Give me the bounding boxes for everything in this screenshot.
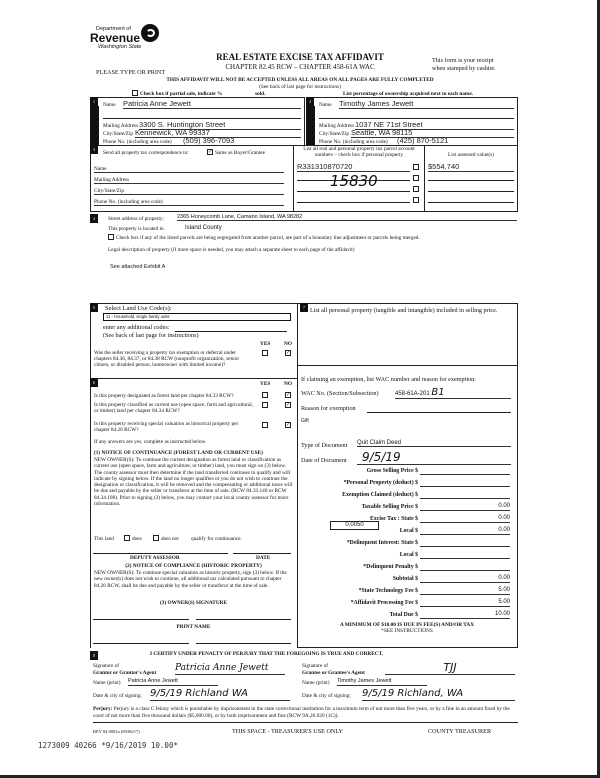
doctype-field[interactable]: Quit Claim Deed bbox=[357, 440, 511, 447]
partial-sale-checkbox[interactable] bbox=[132, 90, 138, 96]
wac-handwritten: B1 bbox=[431, 387, 445, 398]
right-border bbox=[517, 303, 518, 648]
docdate-label: Date of Document bbox=[301, 457, 347, 464]
warning: THIS AFFIDAVIT WILL NOT BE ACCEPTED UNLESS ALL AREAS ON ALL PAGES ARE FULLY COMPLETED bbox=[166, 77, 434, 83]
sold-label: sold. bbox=[255, 91, 266, 97]
fee-value-field[interactable]: 0.00 bbox=[420, 515, 510, 523]
treasurer-stamp: 1273009 40266 *9/16/2019 10.00* bbox=[38, 741, 178, 750]
fee-value-field[interactable]: 0.00 bbox=[420, 503, 510, 511]
form-title: REAL ESTATE EXCISE TAX AFFIDAVIT bbox=[216, 52, 384, 62]
grantor-name-field[interactable]: Patricia Anne Jewett bbox=[128, 678, 218, 686]
does-not-checkbox[interactable] bbox=[153, 535, 159, 541]
receipt-note-2: when stamped by cashier. bbox=[432, 65, 496, 72]
fee-label: Excise Tax : State $ bbox=[370, 516, 418, 522]
fee-label: Gross Selling Price $ bbox=[366, 468, 418, 474]
yes-checkbox[interactable] bbox=[262, 392, 268, 398]
section-number: 5 bbox=[90, 303, 98, 312]
fee-label: *Delinquent Penalty $ bbox=[363, 564, 418, 570]
assessed-value-field[interactable]: $554,740 bbox=[428, 162, 514, 172]
blank-line bbox=[428, 202, 514, 203]
section-number: 1 bbox=[90, 97, 98, 106]
current-use-question: Is this property classified as current use (open space, farm and agricultural, or timber) land per chapter 84.34 RCW? bbox=[94, 402, 253, 414]
legal-description-field[interactable]: See attached Exhibit A bbox=[110, 264, 166, 270]
same-as-buyer-checkbox[interactable]: ✓ bbox=[208, 150, 213, 155]
exemption-question: Was the seller receiving a property tax exemption or deferral under chapters 84.36, 84.37, or 84.38 RCW (nonprofit organization, senior citizen, or disabled person, homeowner with limited income)? bbox=[94, 350, 240, 368]
grantee-name-field[interactable]: Timothy James Jewett bbox=[337, 678, 427, 686]
owner-signature-line[interactable] bbox=[196, 619, 291, 620]
personal-property-checkbox[interactable] bbox=[413, 164, 419, 170]
land-use-code-select[interactable]: 11 - Household, single family units bbox=[103, 313, 291, 321]
instructions: If any answers are yes, complete as instructed below. bbox=[94, 439, 207, 445]
same-as-buyer-label: Same as Buyer/Grantee bbox=[215, 150, 266, 156]
owner-signature-title: (3) OWNER(S) SIGNATURE bbox=[160, 600, 227, 606]
certify-statement: I CERTIFY UNDER PENALTY OF PERJURY THAT THE FOREGOING IS TRUE AND CORRECT. bbox=[150, 651, 384, 657]
divider bbox=[90, 378, 297, 379]
street-address-field[interactable]: 2365 Honeycomb Lane, Camano Island, WA 98282 bbox=[177, 214, 517, 221]
notice-continuance-text: NEW OWNER(S): To continue the current designation as forest land or classification as current use (open space, farm and agriculture, or timber) land, you must sign on (3) below. The county assessor must then determine if the land transferred continues to qualify and will indicate by signing below. If the land no longer qualifies or you do not wish to continue the designation or classification, it will be removed and the compensating or additional taxes will be due and payable by the seller or transferor at the time of sale. (RCW 84.33.140 or RCW 84.34.108). Prior to signing (3) below, you may contact your local county assessor for more information. bbox=[94, 457, 293, 508]
fee-value-field[interactable] bbox=[420, 491, 510, 499]
label: Grantor or Grantor's Agent bbox=[93, 670, 157, 676]
parcel-header: List all real and personal property tax parcel account numbers – check box if personal property bbox=[303, 146, 415, 158]
fee-label: Local $ bbox=[399, 528, 418, 534]
label: Mailing Address bbox=[103, 123, 139, 129]
send-correspondence-label: Send all property tax correspondence to: bbox=[103, 150, 189, 156]
notice-compliance-title: (2) NOTICE OF COMPLIANCE (HISTORIC PROPERTY) bbox=[125, 563, 262, 569]
local-rate-field[interactable]: 0.0050 bbox=[330, 521, 379, 530]
minimum-note: A MINIMUM OF $10.00 IS DUE IN FEE(S) AND/OR TAX bbox=[339, 622, 475, 628]
street-label: Street address of property: bbox=[108, 216, 165, 222]
seller-side-bar bbox=[90, 106, 99, 146]
see-back: (See back of last page for instructions) bbox=[259, 84, 341, 90]
seller-city-field[interactable]: Kennewick, WA 99337 bbox=[135, 128, 301, 138]
fee-value-field[interactable] bbox=[420, 479, 510, 487]
wac-label: WAC No. (Section/Subsection) bbox=[301, 390, 379, 397]
yes-header: YES bbox=[260, 341, 271, 347]
fee-value-field[interactable] bbox=[420, 563, 510, 571]
forest-land-question: Is this property designated as forest land per chapter 84.33 RCW? bbox=[94, 393, 234, 399]
correspondence-city-field[interactable]: City/State/Zip bbox=[94, 188, 284, 195]
fee-label: Local $ bbox=[399, 552, 418, 558]
personal-property-checkbox[interactable] bbox=[413, 175, 419, 181]
qualify-label: qualify for continuance. bbox=[191, 536, 242, 542]
blank-line bbox=[428, 191, 514, 192]
logo-swirl-icon bbox=[141, 24, 159, 42]
seller-phone-field[interactable]: (509) 396-7093 bbox=[183, 136, 301, 146]
this-land-label: This land bbox=[94, 536, 114, 542]
percentage-note: List percentage of ownership acquired next to each name. bbox=[343, 91, 474, 97]
please-type: PLEASE TYPE OR PRINT bbox=[96, 69, 166, 76]
divider bbox=[424, 145, 425, 212]
print-name-line[interactable] bbox=[93, 643, 189, 644]
fee-value-field[interactable]: 10.00 bbox=[420, 611, 510, 619]
perjury-notice bbox=[93, 706, 518, 720]
see-instructions: *SEE INSTRUCTIONS bbox=[381, 628, 433, 634]
legal-description-label: Legal description of property (if more space is needed, you may attach a separate sheet to each page of the affidavit) bbox=[108, 247, 355, 253]
divider bbox=[93, 722, 518, 723]
buyer-address-field[interactable]: 1037 NE 71st Street bbox=[355, 120, 514, 130]
yes-checkbox[interactable] bbox=[262, 422, 268, 428]
left-border bbox=[90, 303, 91, 648]
assessed-value-header: List assessed value(s) bbox=[448, 152, 494, 158]
correspondence-phone-field[interactable]: Phone No. (including area code) bbox=[94, 199, 284, 206]
parcel-number-field[interactable]: R331310870720 bbox=[297, 162, 410, 172]
blank-line bbox=[428, 180, 514, 181]
doctype-label: Type of Document bbox=[301, 442, 348, 449]
label: Date & city of signing: bbox=[93, 693, 142, 699]
seller-address-field[interactable]: 3300 S. Huntington Street bbox=[139, 120, 301, 130]
segregated-checkbox[interactable] bbox=[108, 234, 114, 240]
label: Phone No. (including area code) bbox=[319, 139, 388, 145]
buyer-side-label: BUYER GRANTEE bbox=[315, 107, 321, 142]
print-name-line[interactable] bbox=[196, 643, 291, 644]
correspondence-name-field[interactable]: Name bbox=[94, 166, 284, 173]
fee-label: *State Technology Fee $ bbox=[358, 588, 418, 594]
buyer-name-field[interactable]: Timothy James Jewett bbox=[339, 99, 514, 109]
fee-label: Exemption Claimed (deduct) $ bbox=[342, 492, 418, 498]
receipt-note-1: This form is your receipt bbox=[432, 57, 494, 64]
historical-question: Is this property receiving special valuation as historical property per chapter 84.26 RCW? bbox=[94, 421, 239, 433]
additional-codes-label: enter any additional codes: bbox=[103, 324, 170, 331]
fee-label: *Delinquent Interest: State $ bbox=[346, 540, 418, 546]
logo-dept: Department of bbox=[96, 26, 131, 32]
located-label: This property is located in bbox=[108, 226, 164, 232]
county-field[interactable]: Island County bbox=[185, 225, 222, 231]
label: Name (print) bbox=[302, 680, 330, 686]
label: Mailing Address bbox=[319, 123, 355, 129]
treasurer-use-label: THIS SPACE - TREASURER'S USE ONLY bbox=[232, 728, 344, 735]
segregated-label: Check box if any of the listed parcels are being segregated from another parcel, are part of a boundary line adjustment or parcels being merged. bbox=[116, 235, 420, 241]
blank-line bbox=[297, 202, 410, 203]
label: Signature of bbox=[93, 663, 120, 669]
fee-label: *Affidavit Processing Fee $ bbox=[350, 600, 418, 606]
label: Name bbox=[103, 102, 116, 108]
blank-line bbox=[319, 118, 514, 119]
grantee-date-city-field[interactable]: 9/5/19 Richland, WA bbox=[362, 688, 515, 701]
date-line[interactable] bbox=[233, 553, 291, 554]
section-number: 7 bbox=[300, 303, 308, 312]
fee-value-field[interactable]: 5.00 bbox=[420, 599, 510, 607]
section-number: 3 bbox=[90, 145, 98, 154]
owner-signature-line[interactable] bbox=[93, 619, 189, 620]
buyer-city-field[interactable]: Seattle, WA 98115 bbox=[351, 128, 514, 138]
handwritten-number: 15830 bbox=[330, 172, 378, 190]
blank-line bbox=[297, 191, 410, 192]
section-number: 8 bbox=[90, 651, 98, 660]
print-name-label: PRINT NAME bbox=[176, 624, 211, 630]
label: Name (print) bbox=[93, 680, 121, 686]
yes-checkbox[interactable] bbox=[262, 350, 268, 356]
fee-value-field[interactable]: 0.00 bbox=[420, 575, 510, 583]
fee-value-field[interactable]: 5.00 bbox=[420, 587, 510, 595]
form-chapter: CHAPTER 82.45 RCW – CHAPTER 458-61A WAC bbox=[225, 63, 375, 71]
label: Grantee or Grantee's Agent bbox=[302, 670, 365, 676]
land-use-title: Select Land Use Code(s): bbox=[105, 305, 172, 312]
date-label: DATE bbox=[256, 555, 271, 561]
yes-header: YES bbox=[260, 381, 271, 387]
notice-compliance-text: NEW OWNER(S): To continue special valuation as historic property, sign (3) below. If the new owner(s) does not wish to continue, all additional tax calculated pursuant to chapter 84.26 RCW, shall be due and payable by the seller or transferor at the time of sale. bbox=[94, 570, 287, 589]
perjury-label: Perjury: bbox=[93, 706, 113, 712]
does-not-label: does not bbox=[161, 536, 179, 542]
seller-name-field[interactable]: Patricia Anne Jewett bbox=[123, 99, 301, 109]
logo-name: Revenue bbox=[90, 31, 141, 45]
reason-line bbox=[367, 412, 511, 413]
county-treasurer-label: COUNTY TREASURER bbox=[428, 728, 492, 735]
divider bbox=[297, 365, 517, 366]
deputy-assessor-label: DEPUTY ASSESSOR bbox=[130, 555, 180, 561]
reason-field[interactable]: Gift bbox=[301, 418, 309, 424]
section-number: 4 bbox=[90, 214, 98, 223]
partial-sale-label: Check box if partial sale, indicate % bbox=[140, 91, 223, 97]
fee-value-field[interactable] bbox=[420, 467, 510, 475]
label: Date & city of signing: bbox=[302, 693, 351, 699]
seller-side-label: SELLER GRANTOR bbox=[99, 107, 105, 142]
see-back-note: (See back of last page for instructions) bbox=[103, 332, 199, 339]
fee-value-field[interactable] bbox=[420, 551, 510, 559]
does-checkbox[interactable] bbox=[124, 535, 130, 541]
blank-line bbox=[103, 118, 301, 119]
does-label: does bbox=[132, 536, 142, 542]
fee-value-field[interactable]: 0.00 bbox=[420, 527, 510, 535]
divider bbox=[297, 647, 517, 648]
label: Name bbox=[319, 102, 332, 108]
label: Signature of bbox=[302, 663, 329, 669]
fee-label: *Personal Property (deduct) $ bbox=[343, 480, 418, 486]
logo-state: Washington State bbox=[98, 44, 142, 50]
grantor-signature[interactable]: Patricia Anne Jewett bbox=[175, 663, 285, 675]
no-checkbox[interactable]: ✓ bbox=[286, 423, 291, 428]
buyer-phone-field[interactable]: (425) 870-5121 bbox=[397, 136, 514, 146]
personal-property-checkbox[interactable] bbox=[413, 197, 419, 203]
personal-property-checkbox[interactable] bbox=[413, 186, 419, 192]
buyer-side-bar bbox=[306, 106, 315, 146]
divider bbox=[293, 145, 294, 212]
correspondence-address-field[interactable]: Mailing Address bbox=[94, 177, 284, 184]
label: City/State/Zip bbox=[319, 131, 350, 137]
form-revision: REV 84 0001a (09/06/17) bbox=[93, 729, 140, 734]
no-header: NO bbox=[284, 341, 292, 347]
notice-continuance-title: (1) NOTICE OF CONTINUANCE (FOREST LAND OR CURRENT USE) bbox=[94, 450, 263, 456]
exemption-label: If claiming an exemption, list WAC number and reason for exemption: bbox=[301, 376, 476, 383]
label: City/State/Zip bbox=[103, 131, 134, 137]
no-checkbox[interactable]: ✓ bbox=[286, 403, 291, 408]
perjury-text: Perjury is a class C felony which is punishable by imprisonment in the state correctional institution for a maximum term of not more than five years, or by a fine in an amount fixed by the court of not more than five thousand dollars ($5,000.00), or by both imprisonment and fine (RCW 9A.20.020 (1C)). bbox=[93, 706, 510, 719]
wac-value: 458-61A-201 bbox=[395, 391, 430, 397]
grantor-date-city-field[interactable]: 9/5/19 Richland WA bbox=[150, 688, 290, 701]
no-checkbox[interactable]: ✓ bbox=[286, 351, 291, 356]
section-number: 6 bbox=[90, 378, 98, 387]
deputy-assessor-line[interactable] bbox=[93, 553, 228, 554]
yes-checkbox[interactable] bbox=[262, 402, 268, 408]
docdate-field[interactable]: 9/5/19 bbox=[357, 450, 511, 465]
fee-label: Subtotal $ bbox=[392, 576, 418, 582]
section-number: 2 bbox=[306, 97, 314, 106]
fee-value-field[interactable] bbox=[420, 539, 510, 547]
no-checkbox[interactable]: ✓ bbox=[286, 393, 291, 398]
reason-label: Reason for exemption bbox=[301, 405, 356, 412]
column-divider bbox=[297, 303, 298, 648]
grantee-signature[interactable]: TJJ bbox=[385, 661, 515, 675]
no-header: NO bbox=[284, 381, 292, 387]
fee-label: Taxable Selling Price $ bbox=[361, 504, 418, 510]
personal-property-text: List all personal property (tangible and intangible) included in selling price. bbox=[310, 307, 498, 314]
fee-label: Total Due $ bbox=[389, 612, 418, 618]
label: Phone No. (including area code) bbox=[103, 139, 172, 145]
wac-field[interactable] bbox=[395, 387, 511, 399]
